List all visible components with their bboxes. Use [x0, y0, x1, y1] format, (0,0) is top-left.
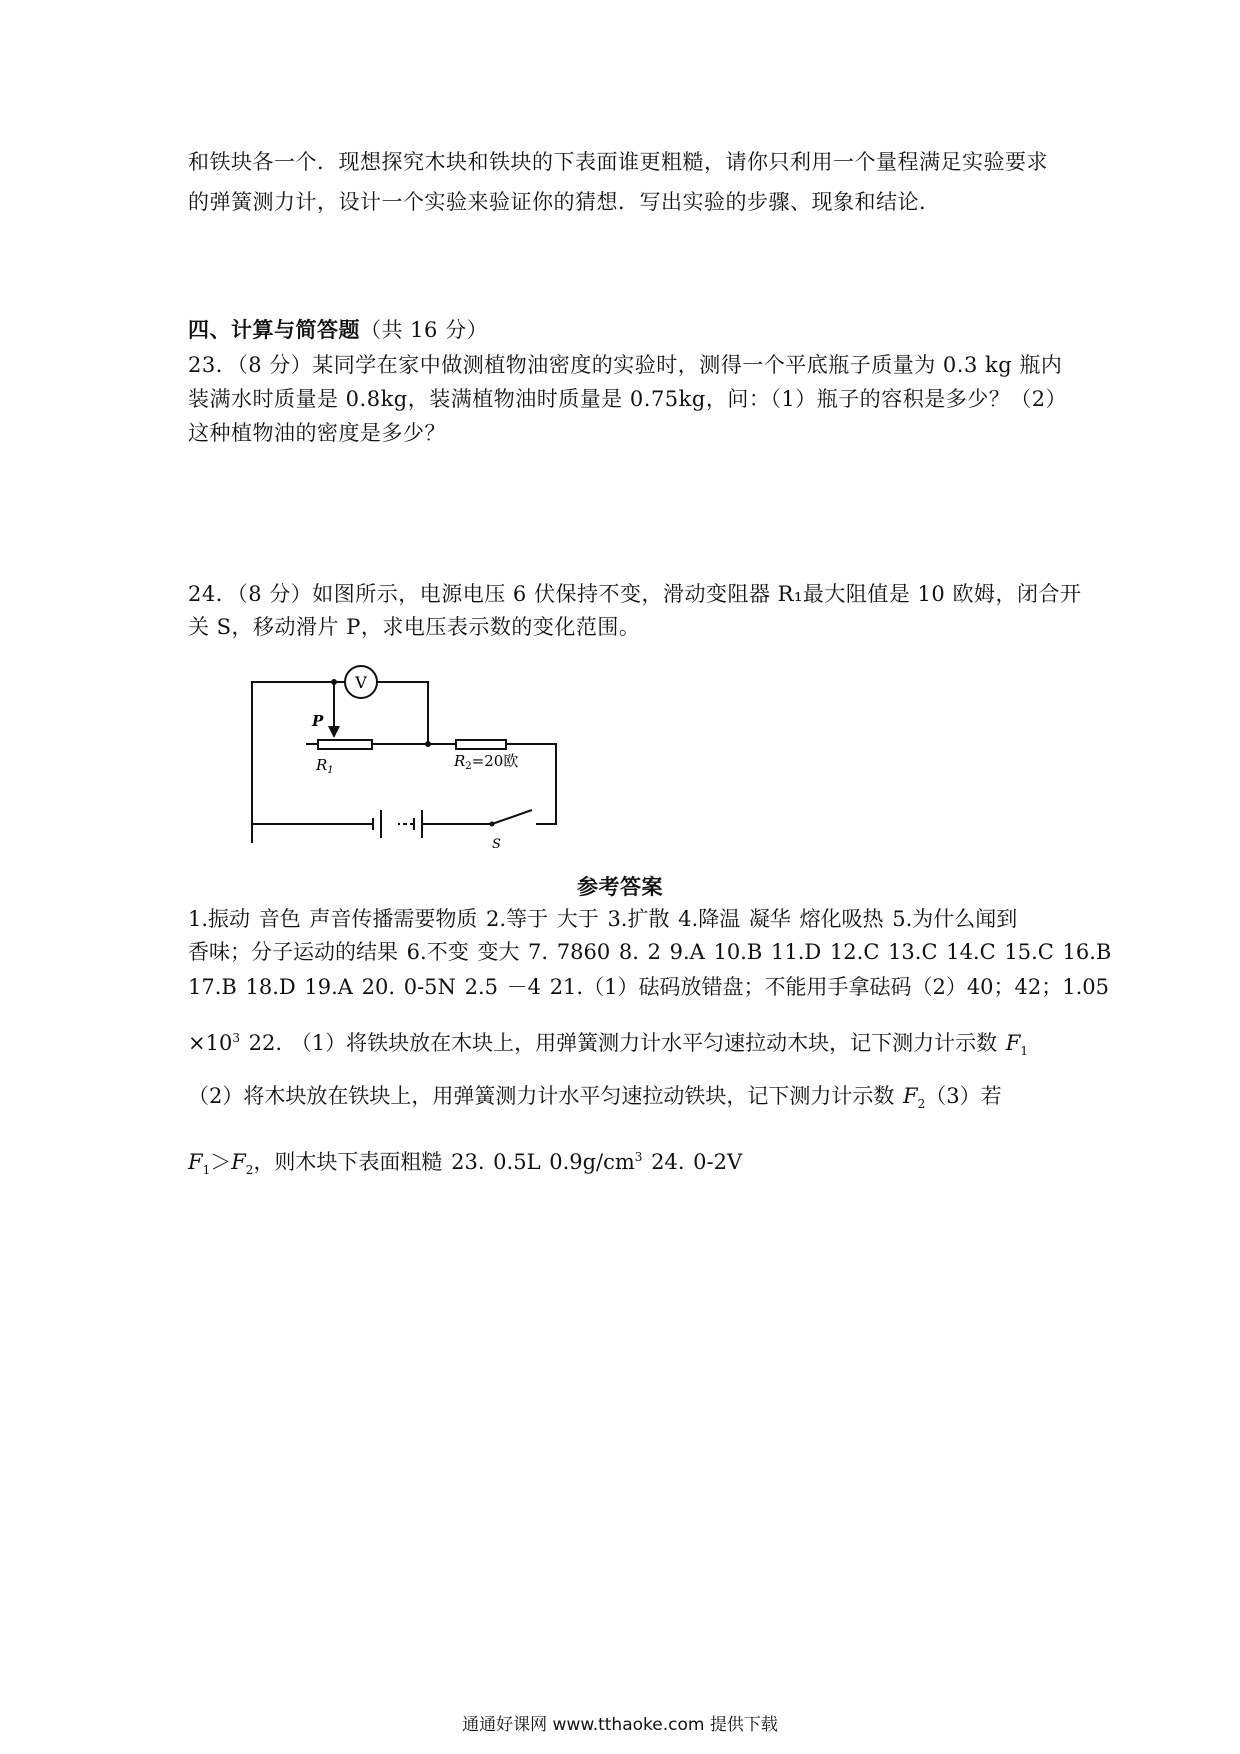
q23-line3: 这种植物油的密度是多少？ [188, 421, 446, 445]
q24-line2: 关 S，移动滑片 P，求电压表示数的变化范围。 [188, 615, 641, 639]
q23-line2: 装满水时质量是 0.8kg，装满植物油时质量是 0.75kg，问：（1）瓶子的容积是多少？（2） [188, 387, 1068, 411]
q23-line1: 23．（8 分）某同学在家中做测植物油密度的实验时，测得一个平底瓶子质量为 0.3 kg 瓶内 [188, 353, 1063, 377]
answers-line2: 香味；分子运动的结果 6.不变 变大 7. 7860 8. 2 9.A 10.B 11.D 12.C 13.C 14.C 15.C 16.B [188, 940, 1112, 964]
circuit-diagram [236, 660, 566, 850]
answers-heading: 参考答案 [577, 874, 663, 899]
switch-blade [492, 810, 532, 824]
footer: 通通好课网 www.tthaoke.com 提供下载 [462, 1715, 778, 1735]
q22-text-line1: 和铁块各一个．现想探究木块和铁块的下表面谁更粗糙，请你只利用一个量程满足实验要求 [188, 150, 1048, 174]
answers-line6: $F_1>F_2$，则木块下表面粗糙 23. 0.5L $0.9g/cm^3$ 24. 0-2V [188, 1150, 743, 1178]
r2-resistor [456, 740, 506, 749]
answers-line5: （2）将木块放在铁块上，用弹簧测力计水平匀速拉动铁块，记下测力计示数 $F_2(3)$若 [188, 1084, 1002, 1112]
answers-line3: 17.B 18.D 19.A 20. 0-5N 2.5 －4 21.（1）砝码放错盘；不能用手拿砝码（2）40；42；1.05 [188, 975, 1110, 999]
voltmeter-label: V [355, 673, 367, 692]
q24-line1: 24．（8 分）如图所示，电源电压 6 伏保持不变，滑动变阻器 R₁最大阻值是 10 欧姆，闭合开 [188, 582, 1082, 606]
r2-label: $R_2=20$欧 [454, 752, 519, 772]
q22-text-line2: 的弹簧测力计，设计一个实验来验证你的猜想．写出实验的步骤、现象和结论． [188, 190, 941, 214]
answers-line1: 1.振动 音色 声音传播需要物质 2.等于 大于 3.扩散 4.降温 凝华 熔化吸热 5.为什么闻到 [188, 907, 1018, 931]
slider-arrow [328, 726, 340, 738]
wire-voltmeter-right [377, 682, 428, 744]
slider-label: P [312, 712, 324, 730]
r1-resistor [318, 740, 372, 749]
answers-line4: $\times 10^3$ 22. （1）将铁块放在木块上，用弹簧测力计水平匀速拉动木块，记下测力计示数 $F_1$ [188, 1031, 1028, 1059]
switch-label: S [492, 837, 501, 850]
section4-score: （共 16 分） [360, 318, 489, 342]
section4-heading [188, 315, 488, 345]
section4-title: 四、计算与简答题 [188, 317, 360, 342]
r1-label: $R_1$ [316, 756, 334, 776]
